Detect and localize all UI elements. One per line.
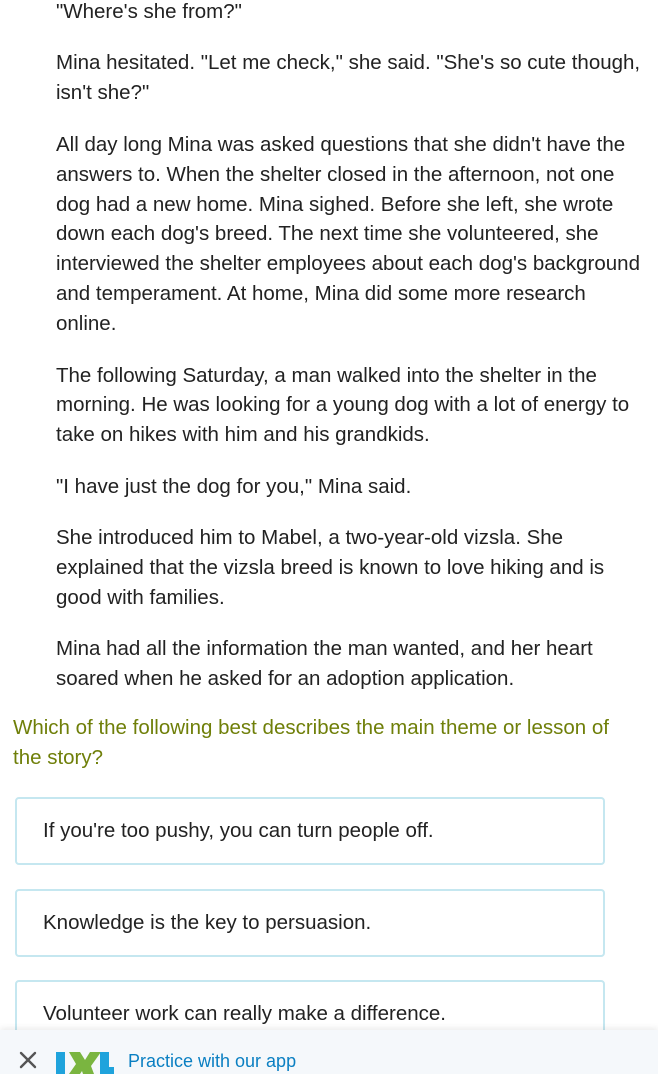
- paragraph-3: [56, 130, 658, 339]
- practice-app-link[interactable]: Practice with our app: [128, 1051, 297, 1071]
- paragraph-line: All day long Mina was asked questions that she didn't have the: [56, 132, 626, 156]
- paragraph-line: She introduced him to Mabel, a two-year-old vizsla. She: [56, 526, 564, 550]
- paragraph-line: "Where's she from?": [56, 0, 242, 23]
- paragraph-line: dog had a new home. Mina sighed. Before she left, she wrote: [56, 192, 614, 216]
- paragraph-line: take on hikes with him and his grandkids.: [56, 423, 430, 447]
- answer-choice-label: If you're too pushy, you can turn people off.: [43, 819, 434, 842]
- paragraph-7: [56, 634, 658, 694]
- question-line: Which of the following best describes the main theme or lesson of: [13, 716, 609, 739]
- paragraph-line: online.: [56, 312, 117, 336]
- paragraph-line: soared when he asked for an adoption application.: [56, 667, 515, 691]
- paragraph-line: isn't she?": [56, 81, 150, 105]
- paragraph-line: Mina had all the information the man wanted, and her heart: [56, 637, 593, 661]
- question-prompt: [13, 713, 653, 772]
- question-line: the story?: [13, 745, 104, 769]
- paragraph-line: The following Saturday, a man walked into the shelter in the: [56, 363, 597, 387]
- paragraph-1: [56, 0, 658, 27]
- app-promo-banner: [0, 1030, 658, 1074]
- paragraph-4: [56, 361, 658, 451]
- paragraph-line: "I have just the dog for you," Mina said.: [56, 474, 412, 498]
- close-icon[interactable]: [18, 1050, 38, 1070]
- answer-choice-label: Volunteer work can really make a difference.: [43, 1002, 447, 1025]
- paragraph-line: good with families.: [56, 586, 225, 609]
- answer-choice-2[interactable]: [15, 889, 605, 957]
- story-passage: [56, 0, 658, 716]
- paragraph-6: [56, 523, 658, 613]
- paragraph-line: interviewed the shelter employees about each dog's background: [56, 252, 640, 276]
- paragraph-line: answers to. When the shelter closed in the afternoon, not one: [56, 162, 615, 186]
- ixl-logo: [56, 1050, 114, 1074]
- answer-choice-label: Knowledge is the key to persuasion.: [43, 911, 372, 934]
- answer-choice-1[interactable]: [15, 797, 605, 865]
- paragraph-line: down each dog's breed. The next time she volunteered, she: [56, 222, 599, 246]
- paragraph-line: morning. He was looking for a young dog with a lot of energy to: [56, 393, 630, 417]
- paragraph-5: [56, 472, 658, 502]
- paragraph-line: Mina hesitated. "Let me check," she said. "She's so cute though,: [56, 51, 641, 75]
- paragraph-2: [56, 48, 658, 108]
- paragraph-line: explained that the vizsla breed is known to love hiking and is: [56, 556, 605, 580]
- paragraph-line: and temperament. At home, Mina did some more research: [56, 282, 586, 306]
